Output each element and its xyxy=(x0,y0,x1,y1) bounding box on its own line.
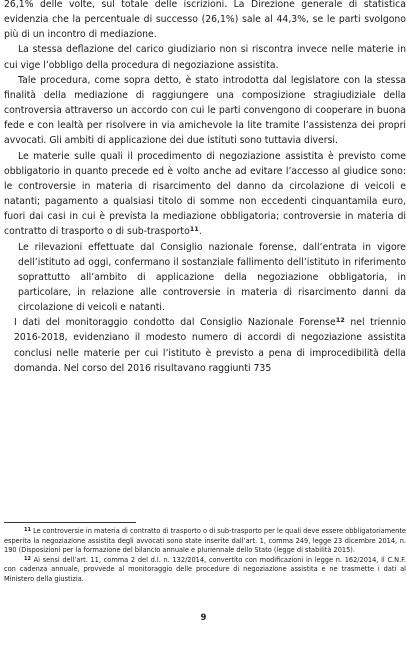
footnote-ref-12[interactable]: 12 xyxy=(335,316,345,325)
footnote-11 xyxy=(4,527,406,556)
paragraph-4: Le materie sulle quali il procedimento di negoziazione assistita è previsto come obbligatorio in quanto precede ed è volto anche ad evitare l’accesso al giudice sono: le controversie in materia di risarcimento del danno da circolazione di veicoli e natanti; pagamento a qualsiasi titolo di somme non eccedenti cinquantamila euro, fuori dai casi in cui è prevista la mediazione obbligatoria; controversie in materia di contratto di trasporto o di sub-trasporto$^{11}$. xyxy=(4,150,406,238)
paragraph-3: Tale procedura, come sopra detto, è stato introdotta dal legislatore con la stessa finalità della mediazione di raggiungere una composizione stragiudiziale della controversia attraverso un accordo con cui le parti convengono di cooperare in buona fede e con lealtà per risolvere in via amichevole la lite tramite l’assistenza dei propri avvocati. Gli ambiti di applicazione dei due istituti sono tuttavia diversi. xyxy=(4,74,406,147)
footnote-mark-11: 11 xyxy=(24,527,31,533)
paragraph-4-text: Le materie sulle quali il procedimento di negoziazione assistita è previsto come obbligatorio in quanto precede ed è volto anche ad evitare l’accesso al giudice sono: le controversie in materia di risarcimento del danno da circolazione di veicoli e natanti; pagamento a qualsiasi titolo di somme non eccedenti cinquantamila euro, fuori dai casi in cui è prevista la mediazione obbligatoria; controversie in materia di contratto di trasporto o di sub-trasporto xyxy=(4,150,406,238)
body-text xyxy=(4,0,406,376)
footnotes xyxy=(4,527,406,585)
footnote-12-text: Ai sensi dell’art. 11, comma 2 del d.l. n. 132/2014, convertito con modificazioni in legge n. 162/2014, il C.N.F. con cadenza annuale, provvede al monitoraggio delle procedure di negoziazione assistita e ne trasmette i dati al Ministero della giustizia. xyxy=(4,555,406,583)
paragraph-1: 26,1% delle volte, sul totale delle iscrizioni. La Direzione generale di statistica evidenzia che la percentuale di successo (26,1%) sale al 44,3%, se le parti svolgono più di un incontro di mediazione. xyxy=(4,0,406,41)
footnote-separator xyxy=(4,522,136,523)
paragraph-6-tail: nel triennio 2016-2018, evidenziano il modesto numero di accordi di negoziazione assistita conclusi nelle materie per cui l’istituto è previsto a pena di improcedibilità della domanda. Nel corso del 2016 risultavano raggiunti 735 xyxy=(14,317,406,374)
footnote-ref-11[interactable]: 11 xyxy=(189,225,199,234)
paragraph-6 xyxy=(4,315,406,376)
footnote-11-text: Le controversie in materia di contratto di trasporto o di sub-trasporto per le quali deve essere obbligatoriamente esperita la negoziazione assistita degli avvocati sono state inserite dall’art. 1, comma 249, legge 23 dicembre 2014, n. 190 (Disposizioni per la formazione del bilancio annuale e pluriennale dello Stato (legge di stabilità 2015). xyxy=(4,527,406,555)
paragraph-6-text: I dati del monitoraggio condotto dal Consiglio Nazionale Forense xyxy=(14,317,336,329)
paragraph-2: La stessa deflazione del carico giudiziario non si riscontra invece nelle materie in cui vige l’obbligo della procedura di negoziazione assistita. xyxy=(4,44,406,71)
footnote-mark-12: 12 xyxy=(24,555,31,562)
paragraph-5: Le rilevazioni effettuate dal Consiglio nazionale forense, dall’entrata in vigore dell’istituto ad oggi, confermano il sostanziale fallimento dell’istituto in riferimento soprattutto all’ambito di applicazione della negoziazione obbligatoria, in particolare, in relazione alle controversie in materia di risarcimento danni da circolazione di veicoli e natanti. xyxy=(18,241,406,314)
footnote-12 xyxy=(4,556,406,585)
page-number: 9 xyxy=(200,613,207,623)
